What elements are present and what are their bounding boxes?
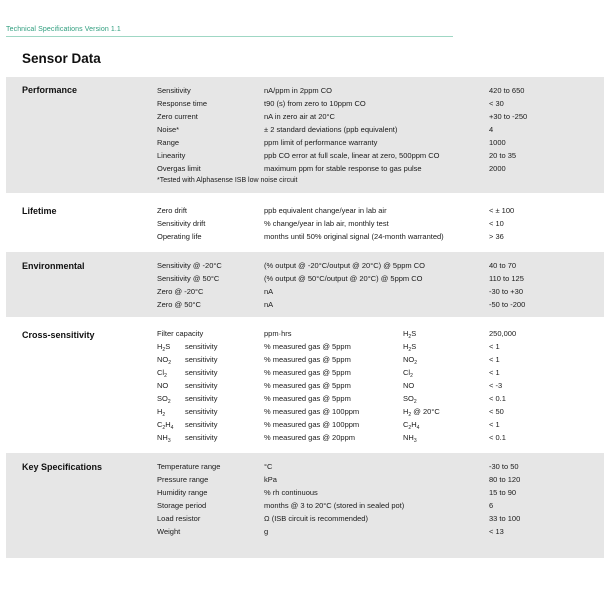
measured-gas: $H_2S$ [403, 342, 417, 353]
param-description: nA in zero air at 20°C [264, 112, 335, 121]
table-row [6, 99, 604, 112]
param-value: +30 to -250 [489, 112, 528, 121]
param-name: Sensitivity @ 50°C [157, 274, 220, 283]
param-description: % measured gas @ 5ppm [264, 368, 351, 377]
sensitivity-label: sensitivity [185, 407, 218, 416]
param-description: ppb equivalent change/year in lab air [264, 206, 387, 215]
param-value: -30 to +30 [489, 287, 523, 296]
param-value: > 36 [489, 232, 504, 241]
environmental-section [6, 252, 604, 317]
param-name: Noise* [157, 125, 180, 134]
param-value: < ± 100 [489, 206, 515, 215]
table-row [6, 151, 604, 164]
section-label-environmental: Environmental [22, 261, 85, 271]
param-name: Load resistor [157, 514, 201, 523]
table-row [6, 433, 604, 446]
param-description: kPa [264, 475, 277, 484]
param-name: Pressure range [157, 475, 209, 484]
param-description: ppm limit of performance warranty [264, 138, 378, 147]
sensitivity-label: sensitivity [185, 355, 218, 364]
sensitivity-label: sensitivity [185, 381, 218, 390]
param-description: nA [264, 287, 274, 296]
param-name: Humidity range [157, 488, 208, 497]
param-name: Linearity [157, 151, 186, 160]
table-row [6, 381, 604, 394]
param-value: < -3 [489, 381, 503, 390]
param-description: % measured gas @ 5ppm [264, 342, 351, 351]
param-value: < 30 [489, 99, 504, 108]
param-name: Overgas limit [157, 164, 201, 173]
param-name: Sensitivity drift [157, 219, 206, 228]
param-value: < 50 [489, 407, 504, 416]
interfering-gas: $NO_2$ [157, 355, 172, 366]
param-name: Zero @ 50°C [157, 300, 201, 309]
param-name: Sensitivity @ -20°C [157, 261, 222, 270]
param-description: % measured gas @ 5ppm [264, 394, 351, 403]
param-description: maximum ppm for stable response to gas pulse [264, 164, 422, 173]
param-description: t90 (s) from zero to 10ppm CO [264, 99, 366, 108]
param-description: % measured gas @ 5ppm [264, 355, 351, 364]
param-value: < 13 [489, 527, 504, 536]
sensitivity-label: sensitivity [185, 394, 218, 403]
performance-section [6, 77, 604, 193]
param-description: nA/ppm in 2ppm CO [264, 86, 332, 95]
measured-gas: $NO_2$ [403, 355, 418, 366]
sensitivity-label: sensitivity [185, 342, 218, 351]
measured-gas: $C_2H_4$ [403, 420, 420, 431]
param-name: Operating life [157, 232, 202, 241]
param-value: 6 [489, 501, 494, 510]
param-name: Storage period [157, 501, 207, 510]
section-label-key-specifications: Key Specifications [22, 462, 103, 472]
interfering-gas: NO [157, 381, 169, 390]
param-name: Zero @ -20°C [157, 287, 204, 296]
param-description: nA [264, 300, 274, 309]
table-row [6, 342, 604, 355]
table-row [6, 219, 604, 232]
table-row [6, 138, 604, 151]
table-row [6, 501, 604, 514]
table-row [6, 287, 604, 300]
table-row [6, 86, 604, 99]
param-description: ± 2 standard deviations (ppb equivalent) [264, 125, 398, 134]
param-name: Range [157, 138, 180, 147]
param-value: 20 to 35 [489, 151, 517, 160]
table-row [6, 462, 604, 475]
interfering-gas: $H_2$ [157, 407, 166, 418]
param-value: < 1 [489, 342, 500, 351]
param-value: < 0.1 [489, 433, 506, 442]
param-description: % measured gas @ 20ppm [264, 433, 355, 442]
table-row [6, 206, 604, 219]
sensitivity-label: sensitivity [185, 368, 218, 377]
param-name: Temperature range [157, 462, 221, 471]
param-description: g [264, 527, 269, 536]
param-description: % measured gas @ 100ppm [264, 420, 360, 429]
interfering-gas: $H_2S$ [157, 342, 171, 353]
interfering-gas: $SO_2$ [157, 394, 171, 405]
table-row [6, 164, 604, 177]
measured-gas: NO [403, 381, 415, 390]
param-name: Zero current [157, 112, 198, 121]
param-name: Weight [157, 527, 181, 536]
table-row [6, 407, 604, 420]
param-value: < 1 [489, 355, 500, 364]
measured-gas: $Cl_2$ [403, 368, 413, 379]
param-description: (% output @ -20°C/output @ 20°C) @ 5ppm CO [264, 261, 425, 270]
table-row [6, 300, 604, 313]
param-description: Ω (ISB circuit is recommended) [264, 514, 368, 523]
param-value: 420 to 650 [489, 86, 525, 95]
table-row [6, 261, 604, 274]
interfering-gas: $NH_3$ [157, 433, 171, 444]
param-description: % change/year in lab air, monthly test [264, 219, 389, 228]
footnote: *Tested with Alphasense ISB low noise circuit [157, 177, 298, 184]
param-value: -50 to -200 [489, 300, 526, 309]
measured-gas: $NH_3$ [403, 433, 417, 444]
param-description: months until 50% original signal (24-month warranted) [264, 232, 444, 241]
param-value: 33 to 100 [489, 514, 521, 523]
table-row [6, 514, 604, 527]
param-value: < 0.1 [489, 394, 506, 403]
table-row [6, 475, 604, 488]
param-value: < 1 [489, 420, 500, 429]
param-description: % measured gas @ 5ppm [264, 381, 351, 390]
param-value: 4 [489, 125, 494, 134]
table-row [6, 274, 604, 287]
table-row [6, 125, 604, 138]
table-row [6, 420, 604, 433]
param-name: Sensitivity [157, 86, 191, 95]
table-row [6, 355, 604, 368]
table-row [6, 394, 604, 407]
measured-gas: $SO_2$ [403, 394, 417, 405]
section-label-performance: Performance [22, 85, 78, 95]
cross-sensitivity-section [6, 321, 604, 449]
measured-gas: $H_2$ @ 20°C [403, 407, 440, 418]
document-header: Technical Specifications Version 1.1 [6, 26, 121, 33]
interfering-gas: $Cl_2$ [157, 368, 167, 379]
sensitivity-label: sensitivity [185, 420, 218, 429]
table-row [6, 112, 604, 125]
section-label-lifetime: Lifetime [22, 206, 57, 216]
header-divider [6, 36, 453, 37]
param-value: -30 to 50 [489, 462, 519, 471]
section-label-cross-sensitivity: Cross-sensitivity [22, 330, 95, 340]
key-specifications-section [6, 453, 604, 558]
param-value: < 10 [489, 219, 504, 228]
param-description: % measured gas @ 100ppm [264, 407, 360, 416]
table-row [6, 488, 604, 501]
param-value: 110 to 125 [489, 274, 524, 283]
param-name: Response time [157, 99, 208, 108]
table-row [6, 368, 604, 381]
table-row-filter-capacity [6, 329, 604, 342]
param-name: Filter capacity [157, 329, 204, 338]
param-description: % rh continuous [264, 488, 318, 497]
param-value: 2000 [489, 164, 506, 173]
param-value: < 1 [489, 368, 500, 377]
lifetime-section [6, 197, 604, 249]
param-value: 80 to 120 [489, 475, 521, 484]
interfering-gas: $C_2H_4$ [157, 420, 174, 431]
table-row [6, 527, 604, 540]
page-title: Sensor Data [22, 51, 101, 66]
param-value: 15 to 90 [489, 488, 517, 497]
param-name: Zero drift [157, 206, 188, 215]
sensitivity-label: sensitivity [185, 433, 218, 442]
param-description: months @ 3 to 20°C (stored in sealed pot) [264, 501, 405, 510]
param-description: ppm·hrs [264, 329, 292, 338]
measured-gas: $H_2S$ [403, 329, 417, 340]
param-value: 1000 [489, 138, 506, 147]
table-row [6, 232, 604, 245]
param-description: ppb CO error at full scale, linear at zero, 500ppm CO [264, 151, 440, 160]
param-value: 40 to 70 [489, 261, 517, 270]
param-value: 250,000 [489, 329, 517, 338]
param-description: (% output @ 50°C/output @ 20°C) @ 5ppm CO [264, 274, 423, 283]
param-description: °C [264, 462, 273, 471]
